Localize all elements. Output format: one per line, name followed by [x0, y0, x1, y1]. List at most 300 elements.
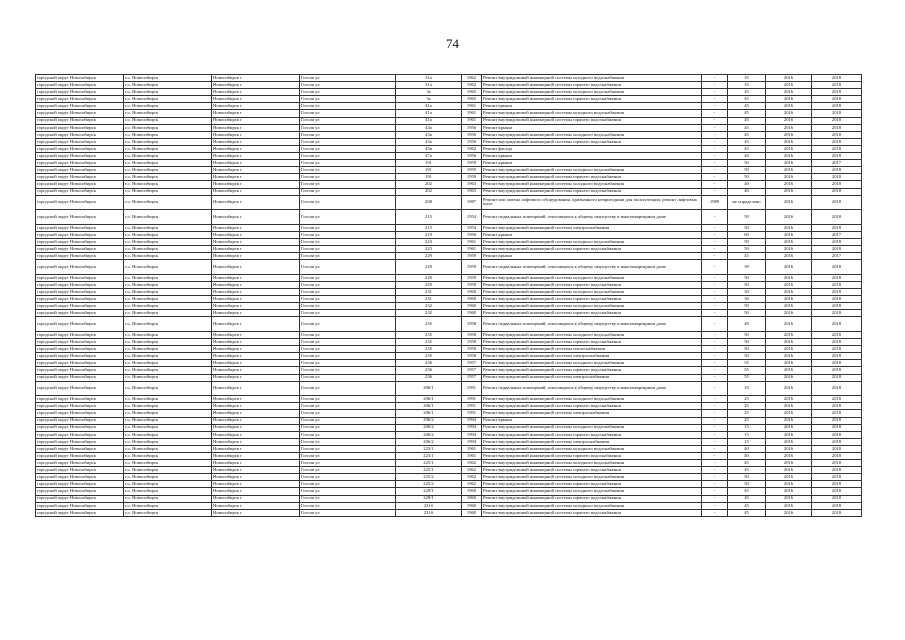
cell-street: Гоголя ул: [300, 367, 396, 374]
cell-lift-year: -: [702, 339, 728, 346]
cell-term: 60: [728, 231, 766, 238]
cell-term: 49: [728, 317, 766, 332]
cell-street: Гоголя ул: [300, 153, 396, 160]
cell-end-year: 2018: [812, 167, 862, 174]
cell-street: Гоголя ул: [300, 495, 396, 502]
cell-end-year: 2017: [812, 160, 862, 167]
cell-house-number: 202: [396, 188, 462, 195]
cell-work-type: Ремонт внутридомовой инженерной системы горячего водоснабжения: [482, 495, 702, 502]
cell-term: 50: [728, 481, 766, 488]
cell-work-type: Ремонт внутридомовой инженерной системы холодного водоснабжения: [482, 303, 702, 310]
cell-street: Гоголя ул: [300, 281, 396, 288]
cell-end-year: 2018: [812, 460, 862, 467]
cell-end-year: 2018: [812, 339, 862, 346]
cell-term: 45: [728, 110, 766, 117]
cell-locality: Новосибирск г: [212, 188, 300, 195]
table-row: [36, 438, 862, 445]
cell-term: 50: [728, 281, 766, 288]
cell-house-number: 43а: [396, 138, 462, 145]
cell-street: Гоголя ул: [300, 474, 396, 481]
cell-street: Гоголя ул: [300, 103, 396, 110]
table-row: [36, 381, 862, 396]
cell-street: Гоголя ул: [300, 438, 396, 445]
cell-start-year: 2016: [766, 174, 812, 181]
cell-build-year: 1994: [462, 438, 482, 445]
cell-term: 50: [728, 310, 766, 317]
cell-work-type: Ремонт внутридомовой инженерной системы горячего водоснабжения: [482, 281, 702, 288]
cell-municipality: городской округ Новосибирск: [36, 82, 124, 89]
cell-house-number: 3а: [396, 96, 462, 103]
cell-build-year: 1958: [462, 346, 482, 353]
cell-work-type: Ремонт крыши: [482, 124, 702, 131]
cell-end-year: 2018: [812, 346, 862, 353]
cell-municipality: городской округ Новосибирск: [36, 296, 124, 303]
cell-term: 40: [728, 181, 766, 188]
cell-lift-year: -: [702, 474, 728, 481]
table-row: [36, 210, 862, 225]
cell-end-year: 2018: [812, 238, 862, 245]
table-row: [36, 339, 862, 346]
cell-municipal-unit: г.о. Новосибирск: [124, 481, 212, 488]
cell-street: Гоголя ул: [300, 238, 396, 245]
cell-lift-year: -: [702, 360, 728, 367]
cell-work-type: Ремонт внутридомовой инженерной системы горячего водоснабжения: [482, 138, 702, 145]
cell-municipality: городской округ Новосибирск: [36, 495, 124, 502]
cell-end-year: 2018: [812, 75, 862, 82]
cell-locality: Новосибирск г: [212, 195, 300, 210]
cell-municipality: городской округ Новосибирск: [36, 103, 124, 110]
cell-build-year: 1960: [462, 296, 482, 303]
cell-locality: Новосибирск г: [212, 410, 300, 417]
cell-municipal-unit: г.о. Новосибирск: [124, 96, 212, 103]
cell-work-type: Ремонт крыши: [482, 103, 702, 110]
cell-house-number: 235: [396, 332, 462, 339]
cell-term: 45: [728, 124, 766, 131]
cell-house-number: 206/2: [396, 424, 462, 431]
cell-municipal-unit: г.о. Новосибирск: [124, 424, 212, 431]
cell-municipal-unit: г.о. Новосибирск: [124, 89, 212, 96]
cell-start-year: 2016: [766, 317, 812, 332]
cell-municipal-unit: г.о. Новосибирск: [124, 195, 212, 210]
cell-build-year: 1987: [462, 195, 482, 210]
cell-build-year: 1961: [462, 246, 482, 253]
cell-end-year: 2018: [812, 353, 862, 360]
cell-build-year: 1963: [462, 188, 482, 195]
cell-municipal-unit: г.о. Новосибирск: [124, 231, 212, 238]
cell-end-year: 2018: [812, 481, 862, 488]
cell-term: 50: [728, 274, 766, 281]
cell-build-year: 1954: [462, 224, 482, 231]
cell-term: 45: [728, 96, 766, 103]
table-row: [36, 317, 862, 332]
cell-start-year: 2016: [766, 367, 812, 374]
cell-end-year: 2018: [812, 289, 862, 296]
cell-work-type: Ремонт внутридомовой инженерной системы горячего водоснабжения: [482, 453, 702, 460]
cell-municipality: городской округ Новосибирск: [36, 238, 124, 245]
cell-street: Гоголя ул: [300, 188, 396, 195]
cell-street: Гоголя ул: [300, 317, 396, 332]
cell-street: Гоголя ул: [300, 224, 396, 231]
cell-municipality: городской округ Новосибирск: [36, 124, 124, 131]
cell-house-number: 43в: [396, 145, 462, 152]
cell-house-number: 235: [396, 346, 462, 353]
cell-house-number: 206/2: [396, 438, 462, 445]
cell-locality: Новосибирск г: [212, 82, 300, 89]
cell-lift-year: -: [702, 188, 728, 195]
cell-municipality: городской округ Новосибирск: [36, 396, 124, 403]
cell-municipality: городской округ Новосибирск: [36, 75, 124, 82]
table-row: [36, 160, 862, 167]
cell-end-year: 2018: [812, 381, 862, 396]
cell-end-year: 2018: [812, 467, 862, 474]
cell-end-year: 2018: [812, 374, 862, 381]
cell-locality: Новосибирск г: [212, 374, 300, 381]
cell-lift-year: -: [702, 138, 728, 145]
cell-lift-year: -: [702, 246, 728, 253]
cell-house-number: 235: [396, 339, 462, 346]
cell-build-year: 1959: [462, 281, 482, 288]
cell-work-type: Ремонт крыши: [482, 253, 702, 260]
cell-locality: Новосибирск г: [212, 417, 300, 424]
cell-street: Гоголя ул: [300, 167, 396, 174]
cell-build-year: 1961: [462, 238, 482, 245]
cell-build-year: 1959: [462, 174, 482, 181]
cell-municipality: городской округ Новосибирск: [36, 481, 124, 488]
cell-term: 15: [728, 424, 766, 431]
cell-municipal-unit: г.о. Новосибирск: [124, 310, 212, 317]
cell-start-year: 2016: [766, 89, 812, 96]
cell-term: 50: [728, 224, 766, 231]
cell-work-type: Ремонт внутридомовой инженерной системы холодного водоснабжения: [482, 424, 702, 431]
table-row: [36, 474, 862, 481]
cell-build-year: 1956: [462, 124, 482, 131]
table-row: [36, 488, 862, 495]
cell-municipality: городской округ Новосибирск: [36, 403, 124, 410]
table-row: [36, 75, 862, 82]
cell-work-type: Ремонт внутридомовой инженерной системы холодного водоснабжения: [482, 445, 702, 452]
cell-lift-year: -: [702, 117, 728, 124]
cell-end-year: 2018: [812, 131, 862, 138]
cell-house-number: 235: [396, 317, 462, 332]
cell-end-year: 2018: [812, 453, 862, 460]
cell-start-year: 2016: [766, 260, 812, 275]
cell-street: Гоголя ул: [300, 339, 396, 346]
cell-street: Гоголя ул: [300, 246, 396, 253]
table-row: [36, 403, 862, 410]
cell-lift-year: -: [702, 509, 728, 516]
cell-street: Гоголя ул: [300, 82, 396, 89]
cell-street: Гоголя ул: [300, 253, 396, 260]
cell-end-year: 2018: [812, 138, 862, 145]
cell-start-year: 2016: [766, 138, 812, 145]
cell-start-year: 2016: [766, 417, 812, 424]
cell-lift-year: -: [702, 131, 728, 138]
cell-end-year: 2018: [812, 417, 862, 424]
cell-end-year: 2018: [812, 445, 862, 452]
cell-work-type: Ремонт внутридомовой инженерной системы горячего водоснабжения: [482, 339, 702, 346]
cell-street: Гоголя ул: [300, 174, 396, 181]
cell-build-year: 1962: [462, 82, 482, 89]
cell-house-number: 41а: [396, 110, 462, 117]
cell-start-year: 2016: [766, 396, 812, 403]
cell-lift-year: -: [702, 110, 728, 117]
cell-lift-year: -: [702, 96, 728, 103]
cell-house-number: 208: [396, 195, 462, 210]
cell-municipal-unit: г.о. Новосибирск: [124, 210, 212, 225]
cell-locality: Новосибирск г: [212, 396, 300, 403]
table-row: [36, 96, 862, 103]
cell-municipality: городской округ Новосибирск: [36, 467, 124, 474]
cell-municipal-unit: г.о. Новосибирск: [124, 467, 212, 474]
cell-start-year: 2016: [766, 360, 812, 367]
table-row: [36, 224, 862, 231]
cell-street: Гоголя ул: [300, 381, 396, 396]
cell-house-number: 43а: [396, 131, 462, 138]
cell-work-type: Ремонт внутридомовой инженерной системы горячего водоснабжения: [482, 117, 702, 124]
cell-house-number: 229/1: [396, 495, 462, 502]
cell-lift-year: -: [702, 488, 728, 495]
cell-street: Гоголя ул: [300, 453, 396, 460]
cell-term: 50: [728, 346, 766, 353]
cell-start-year: 2016: [766, 310, 812, 317]
cell-municipality: городской округ Новосибирск: [36, 246, 124, 253]
table-row: [36, 445, 862, 452]
cell-locality: Новосибирск г: [212, 75, 300, 82]
cell-street: Гоголя ул: [300, 160, 396, 167]
cell-house-number: 229: [396, 281, 462, 288]
cell-municipal-unit: г.о. Новосибирск: [124, 360, 212, 367]
cell-build-year: 1956: [462, 138, 482, 145]
cell-municipal-unit: г.о. Новосибирск: [124, 303, 212, 310]
cell-end-year: 2018: [812, 431, 862, 438]
cell-municipality: городской округ Новосибирск: [36, 367, 124, 374]
cell-build-year: 1956: [462, 153, 482, 160]
cell-end-year: 2018: [812, 210, 862, 225]
cell-locality: Новосибирск г: [212, 110, 300, 117]
cell-municipal-unit: г.о. Новосибирск: [124, 396, 212, 403]
cell-term: 45: [728, 89, 766, 96]
table-row: [36, 353, 862, 360]
cell-lift-year: -: [702, 238, 728, 245]
cell-municipal-unit: г.о. Новосибирск: [124, 174, 212, 181]
table-row: [36, 246, 862, 253]
cell-municipality: городской округ Новосибирск: [36, 210, 124, 225]
cell-work-type: Ремонт внутридомовой инженерной системы электроснабжения: [482, 410, 702, 417]
cell-house-number: 202: [396, 181, 462, 188]
cell-build-year: 1957: [462, 360, 482, 367]
cell-build-year: 1991: [462, 403, 482, 410]
cell-municipal-unit: г.о. Новосибирск: [124, 117, 212, 124]
cell-municipal-unit: г.о. Новосибирск: [124, 110, 212, 117]
cell-term: 45: [728, 117, 766, 124]
cell-house-number: 191: [396, 167, 462, 174]
cell-locality: Новосибирск г: [212, 103, 300, 110]
cell-municipality: городской округ Новосибирск: [36, 195, 124, 210]
table-row: [36, 181, 862, 188]
table-row: [36, 131, 862, 138]
cell-end-year: 2018: [812, 145, 862, 152]
cell-lift-year: -: [702, 231, 728, 238]
cell-house-number: 229: [396, 274, 462, 281]
cell-street: Гоголя ул: [300, 210, 396, 225]
cell-house-number: 231: [396, 289, 462, 296]
cell-end-year: 2018: [812, 89, 862, 96]
cell-work-type: Ремонт внутридомовой инженерной системы горячего водоснабжения: [482, 403, 702, 410]
table-row: [36, 410, 862, 417]
cell-work-type: Ремонт внутридомовой инженерной системы холодного водоснабжения: [482, 167, 702, 174]
table-row: [36, 310, 862, 317]
cell-street: Гоголя ул: [300, 431, 396, 438]
cell-work-type: Ремонт внутридомовой инженерной системы холодного водоснабжения: [482, 131, 702, 138]
cell-municipal-unit: г.о. Новосибирск: [124, 474, 212, 481]
cell-municipal-unit: г.о. Новосибирск: [124, 253, 212, 260]
cell-build-year: 1963: [462, 181, 482, 188]
cell-term: 45: [728, 495, 766, 502]
cell-end-year: 2018: [812, 488, 862, 495]
cell-work-type: Ремонт внутридомовой инженерной системы горячего водоснабжения: [482, 481, 702, 488]
cell-municipality: городской округ Новосибирск: [36, 417, 124, 424]
cell-start-year: 2016: [766, 488, 812, 495]
table-row: [36, 103, 862, 110]
cell-municipality: городской округ Новосибирск: [36, 160, 124, 167]
cell-end-year: 2018: [812, 124, 862, 131]
cell-house-number: 219: [396, 231, 462, 238]
cell-street: Гоголя ул: [300, 96, 396, 103]
cell-work-type: Ремонт внутридомовой инженерной системы горячего водоснабжения: [482, 310, 702, 317]
cell-build-year: 1957: [462, 374, 482, 381]
cell-start-year: 2016: [766, 231, 812, 238]
cell-municipal-unit: г.о. Новосибирск: [124, 353, 212, 360]
cell-term: 45: [728, 509, 766, 516]
table-row: [36, 174, 862, 181]
cell-municipal-unit: г.о. Новосибирск: [124, 103, 212, 110]
cell-start-year: 2016: [766, 110, 812, 117]
cell-municipal-unit: г.о. Новосибирск: [124, 502, 212, 509]
cell-locality: Новосибирск г: [212, 467, 300, 474]
cell-work-type: Ремонт фасада: [482, 145, 702, 152]
cell-term: 30: [728, 289, 766, 296]
cell-municipal-unit: г.о. Новосибирск: [124, 381, 212, 396]
cell-municipality: городской округ Новосибирск: [36, 89, 124, 96]
cell-work-type: Ремонт подвальных помещений, относящихся к общему имуществу в многоквартирном доме: [482, 317, 702, 332]
cell-start-year: 2016: [766, 339, 812, 346]
cell-start-year: 2016: [766, 467, 812, 474]
cell-street: Гоголя ул: [300, 460, 396, 467]
cell-start-year: 2016: [766, 246, 812, 253]
cell-term: 40: [728, 153, 766, 160]
cell-street: Гоголя ул: [300, 410, 396, 417]
cell-lift-year: -: [702, 410, 728, 417]
cell-locality: Новосибирск г: [212, 453, 300, 460]
cell-municipal-unit: г.о. Новосибирск: [124, 274, 212, 281]
cell-municipal-unit: г.о. Новосибирск: [124, 167, 212, 174]
cell-street: Гоголя ул: [300, 181, 396, 188]
cell-start-year: 2016: [766, 181, 812, 188]
cell-end-year: 2018: [812, 474, 862, 481]
table-row: [36, 82, 862, 89]
cell-work-type: Ремонт внутридомовой инженерной системы холодного водоснабжения: [482, 502, 702, 509]
cell-street: Гоголя ул: [300, 445, 396, 452]
cell-street: Гоголя ул: [300, 467, 396, 474]
cell-work-type: Ремонт крыши: [482, 417, 702, 424]
cell-lift-year: -: [702, 346, 728, 353]
cell-street: Гоголя ул: [300, 332, 396, 339]
cell-municipality: городской округ Новосибирск: [36, 509, 124, 516]
cell-municipality: городской округ Новосибирск: [36, 310, 124, 317]
cell-build-year: 1961: [462, 117, 482, 124]
cell-start-year: 2016: [766, 289, 812, 296]
cell-municipality: городской округ Новосибирск: [36, 374, 124, 381]
cell-locality: Новосибирск г: [212, 138, 300, 145]
cell-house-number: 225/2: [396, 481, 462, 488]
table-row: [36, 124, 862, 131]
cell-work-type: Ремонт внутридомовой инженерной системы холодного водоснабжения: [482, 274, 702, 281]
cell-locality: Новосибирск г: [212, 339, 300, 346]
cell-house-number: 191: [396, 174, 462, 181]
table-row: [36, 396, 862, 403]
table-row: [36, 153, 862, 160]
cell-municipal-unit: г.о. Новосибирск: [124, 75, 212, 82]
cell-municipal-unit: г.о. Новосибирск: [124, 160, 212, 167]
cell-street: Гоголя ул: [300, 481, 396, 488]
cell-lift-year: -: [702, 260, 728, 275]
cell-municipality: городской округ Новосибирск: [36, 253, 124, 260]
cell-build-year: 1960: [462, 502, 482, 509]
cell-street: Гоголя ул: [300, 346, 396, 353]
cell-work-type: Ремонт внутридомовой инженерной системы теплоснабжения: [482, 346, 702, 353]
cell-work-type: Ремонт внутридомовой инженерной системы холодного водоснабжения: [482, 474, 702, 481]
cell-term: 19: [728, 381, 766, 396]
cell-locality: Новосибирск г: [212, 460, 300, 467]
cell-locality: Новосибирск г: [212, 332, 300, 339]
cell-locality: Новосибирск г: [212, 381, 300, 396]
cell-end-year: 2018: [812, 509, 862, 516]
cell-build-year: 1956: [462, 131, 482, 138]
cell-work-type: Ремонт внутридомовой инженерной системы холодного водоснабжения: [482, 289, 702, 296]
cell-house-number: 223: [396, 238, 462, 245]
cell-street: Гоголя ул: [300, 110, 396, 117]
cell-street: Гоголя ул: [300, 353, 396, 360]
cell-build-year: 1994: [462, 431, 482, 438]
cell-end-year: 2018: [812, 310, 862, 317]
cell-term: 15: [728, 431, 766, 438]
cell-house-number: 206/1: [396, 396, 462, 403]
cell-end-year: 2017: [812, 231, 862, 238]
cell-house-number: 31а: [396, 75, 462, 82]
cell-term: 55: [728, 360, 766, 367]
cell-lift-year: -: [702, 103, 728, 110]
cell-house-number: 225/1: [396, 460, 462, 467]
cell-locality: Новосибирск г: [212, 367, 300, 374]
cell-municipal-unit: г.о. Новосибирск: [124, 410, 212, 417]
cell-end-year: 2018: [812, 396, 862, 403]
cell-municipality: городской округ Новосибирск: [36, 431, 124, 438]
cell-start-year: 2016: [766, 82, 812, 89]
cell-work-type: Ремонт внутридомовой инженерной системы холодного водоснабжения: [482, 396, 702, 403]
cell-locality: Новосибирск г: [212, 224, 300, 231]
cell-start-year: 2016: [766, 167, 812, 174]
cell-municipal-unit: г.о. Новосибирск: [124, 346, 212, 353]
cell-build-year: 1959: [462, 260, 482, 275]
cell-lift-year: -: [702, 160, 728, 167]
cell-start-year: 2016: [766, 403, 812, 410]
cell-locality: Новосибирск г: [212, 495, 300, 502]
cell-end-year: 2018: [812, 82, 862, 89]
cell-build-year: 1960: [462, 488, 482, 495]
cell-municipality: городской округ Новосибирск: [36, 460, 124, 467]
cell-locality: Новосибирск г: [212, 231, 300, 238]
cell-locality: Новосибирск г: [212, 281, 300, 288]
